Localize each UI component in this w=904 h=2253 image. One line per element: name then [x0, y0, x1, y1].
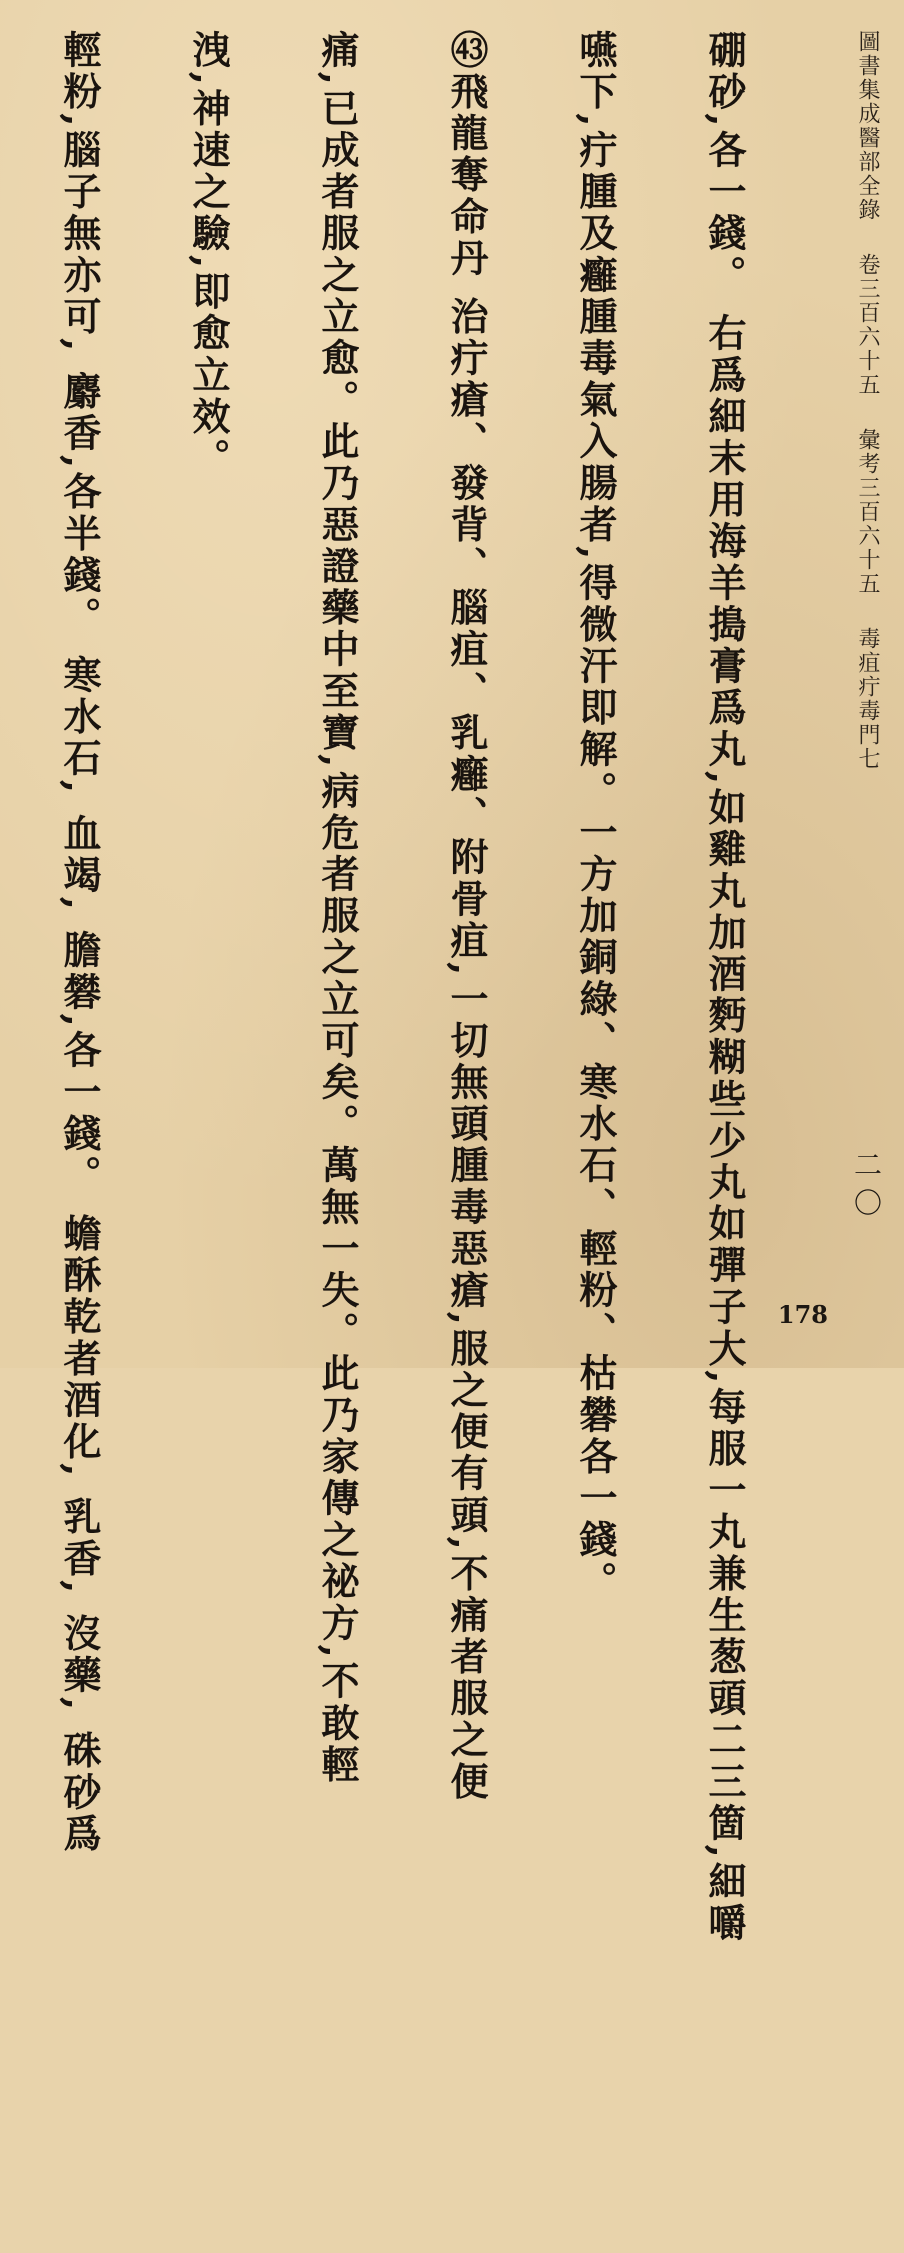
page-number: 178 [777, 1300, 828, 1329]
text-column: 洩,神速之驗,即愈立效。 [186, 30, 231, 480]
text-column: 痛,已成者服之立愈。此乃惡證藥中至寶,病危者服之立可矣。萬無一失。此乃家傳之祕方,不敢輕 [315, 30, 360, 1787]
text-column: 輕粉,腦子無亦可, 麝香,各半錢。 寒水石, 血竭, 膽礬,各一錢。 蟾酥乾者酒化, 乳香, 沒藥, 硃砂爲 [57, 30, 102, 1856]
book-title: 圖書集成醫部全錄 [855, 30, 880, 222]
text-column: ㊸飛龍奪命丹 治疔瘡、發背、腦疽、乳癰、附骨疽,一切無頭腫毒惡瘡,服之便有頭,不痛者服之便 [444, 30, 489, 1803]
category-label: 毒疽疔毒門七 [855, 627, 880, 771]
volume-label: 卷三百六十五 [855, 253, 880, 397]
running-header [852, 30, 882, 870]
text-column: 嚥下,疔腫及癰腫毒氣入腸者,得微汗即解。一方加銅綠、寒水石、輕粉、枯礬各一錢。 [573, 30, 618, 1603]
section-label: 彙考三百六十五 [855, 428, 880, 596]
text-column: 硼砂,各一錢。 右爲細末用海羊搗膏爲丸,如雞丸加酒麪糊些少丸如彈子大,每服一丸兼生葱頭二三箇,細嚼 [702, 30, 747, 1945]
page-ordinal: 二〇 [850, 1150, 883, 1226]
